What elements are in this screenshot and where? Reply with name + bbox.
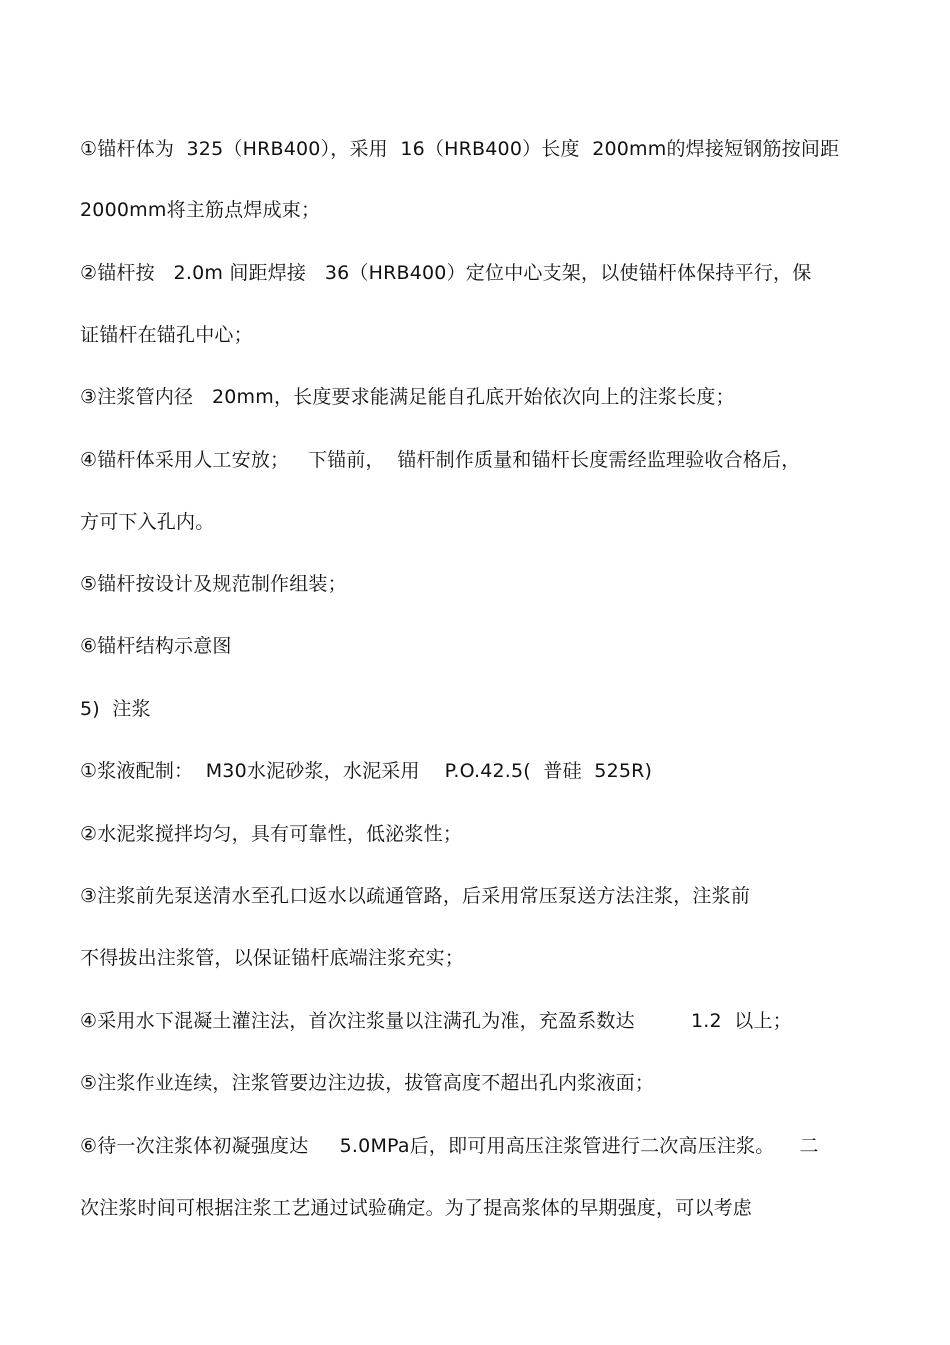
text-line-continuous-grouting: ⑤注浆作业连续，注浆管要边注边拔，拔管高度不超出孔内浆液面；	[80, 1072, 655, 1094]
text-line-structure-diagram: ⑥锚杆结构示意图	[80, 635, 232, 657]
text-line-anchor-body-cont: 2000mm将主筋点焊成束；	[80, 199, 321, 221]
text-line-assembly: ⑤锚杆按设计及规范制作组装；	[80, 573, 347, 595]
text-line-stirring: ②水泥浆搅拌均匀，具有可靠性，低泌浆性；	[80, 823, 463, 845]
text-line-center-support: ②锚杆按 2.0m 间距焊接 36（HRB400）定位中心支架，以使锚杆体保持平行，保	[80, 262, 812, 284]
text-line-underwater-method: ④采用水下混凝土灌注法，首次注浆量以注满孔为准，充盈系数达 1.2 以上；	[80, 1010, 792, 1032]
text-line-center-support-cont: 证锚杆在锚孔中心；	[80, 324, 253, 346]
text-line-manual-placement-cont: 方可下入孔内。	[80, 511, 215, 533]
text-line-secondary-grouting-cont: 次注浆时间可根据注浆工艺通过试验确定。为了提高浆体的早期强度，可以考虑	[80, 1197, 753, 1219]
section-heading-grouting: 5) 注浆	[80, 698, 151, 720]
text-line-secondary-grouting: ⑥待一次注浆体初凝强度达 5.0MPa后，即可用高压注浆管进行二次高压注浆。 二	[80, 1135, 819, 1157]
text-line-slurry-mix: ①浆液配制： M30水泥砂浆，水泥采用 P.O.42.5( 普硅 525R)	[80, 760, 653, 782]
text-line-anchor-body: ①锚杆体为 325（HRB400），采用 16（HRB400）长度 200mm的焊接短钢筋按间距	[80, 138, 840, 160]
text-line-flushing: ③注浆前先泵送清水至孔口返水以疏通管路，后采用常压泵送方法注浆，注浆前	[80, 885, 751, 907]
text-line-manual-placement: ④锚杆体采用人工安放； 下锚前， 锚杆制作质量和锚杆长度需经监理验收合格后，	[80, 449, 801, 471]
text-line-grout-pipe: ③注浆管内径 20mm，长度要求能满足能自孔底开始依次向上的注浆长度；	[80, 386, 735, 408]
text-line-flushing-cont: 不得拔出注浆管，以保证锚杆底端注浆充实；	[80, 947, 465, 969]
